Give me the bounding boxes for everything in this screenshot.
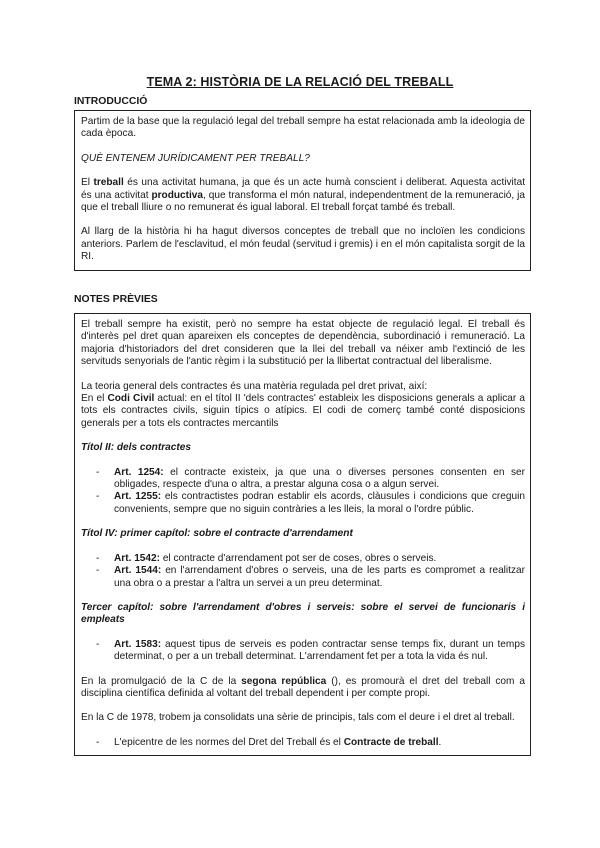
term-codi-civil: Codi Civil bbox=[107, 393, 155, 405]
term-segona-republica: segona república bbox=[241, 675, 327, 687]
term-productiva: productiva bbox=[151, 189, 204, 201]
list-item: - Art. 1544: en l'arrendament d'obres o serveis, una de les parts es compromet a realitzar una obra o a prestar a l'altra un servei a un preu determinat. bbox=[81, 565, 525, 590]
notes-paragraph-3: En la promulgació de la C de la segona república (), es promourà el dret del treball com a disciplina científica definida al voltant del treball dependent i per compte propi. bbox=[81, 675, 525, 699]
notes-heading: NOTES PRÈVIES bbox=[74, 294, 158, 305]
intro-paragraph-1: Partim de la base que la regulació legal del treball sempre ha estat relacionada amb la ideologia de cada època. bbox=[81, 116, 525, 140]
list-item: - Art. 1254: el contracte existeix, ja que una o diverses persones consenten en ser obligades, respecte d'una o altra, a prestar alguna cosa o a algun servei. bbox=[81, 467, 525, 492]
list-item: - L'epicentre de les normes del Dret del Treball és el Contracte de treball. bbox=[81, 737, 525, 749]
intro-box bbox=[74, 110, 531, 271]
notes-paragraph-2-intro: La teoria general dels contractes és una matèria regulada pel dret privat, així: bbox=[81, 380, 428, 392]
tercer-capitol-list bbox=[81, 639, 525, 664]
intro-heading: INTRODUCCIÓ bbox=[74, 96, 148, 107]
term-treball: treball bbox=[93, 177, 124, 189]
intro-paragraph-3: Al llarg de la història hi ha hagut diversos conceptes de treball que no incloïen les condicions anteriors. Parlem de l'esclavitud, el món feudal (servitud i gremis) i en el món capitalista sorgit de la RI. bbox=[81, 226, 526, 263]
titol-4-list bbox=[81, 553, 525, 590]
titol-2-list bbox=[81, 467, 525, 517]
notes-paragraph-1: El treball sempre ha existit, però no sempre ha estat objecte de regulació legal. El treball és d'interès pel dret quan apareixen els conceptes de dependència, subordinació i remuneració. La majoria d'historiadors del dret consideren que la llei del treball va néixer amb l'extinció de les servituds senyorials de l'antic règim i la substitució per la llibertat contractual del liberalisme. bbox=[81, 319, 525, 368]
page-title: TEMA 2: HISTÒRIA DE LA RELACIÓ DEL TREBALL bbox=[146, 75, 454, 89]
final-list bbox=[81, 737, 525, 749]
list-item: - Art. 1255: els contractistes podran establir els acords, clàusules i condicions que creguin convenients, sempre que no siguin contràries a les lleis, la moral o l'ordre públic. bbox=[81, 491, 525, 516]
tercer-capitol-heading: Tercer capítol: sobre l'arrendament d'obres i serveis: sobre el servei de funcionaris i empleats bbox=[81, 601, 525, 626]
list-item: - Art. 1542: el contracte d'arrendament pot ser de coses, obres o serveis. bbox=[81, 553, 525, 565]
notes-box bbox=[74, 313, 531, 756]
notes-paragraph-4: En la C de 1978, trobem ja consolidats una sèrie de principis, tals com el deure i el dret al treball. bbox=[81, 712, 515, 724]
list-item: - Art. 1583: aquest tipus de serveis es poden contractar sense temps fix, durant un temps determinat, o per a un treball determinat. L'arrendament fet per a tota la vida és nul. bbox=[81, 639, 525, 664]
notes-paragraph-2: En el Codi Civil actual: en el títol II 'dels contractes' estableix les disposicions generals a aplicar a tots els contractes civils, siguin típics o atípics. El codi de comerç també conté disposicions generals per a tots els contractes mercantils bbox=[81, 393, 526, 429]
titol-2-heading: Títol II: dels contractes bbox=[81, 442, 191, 454]
term-contracte-de-treball: Contracte de treball bbox=[343, 736, 439, 748]
intro-question: QUÈ ENTENEM JURÍDICAMENT PER TREBALL? bbox=[81, 152, 310, 164]
titol-4-heading: Títol IV: primer capítol: sobre el contracte d'arrendament bbox=[81, 528, 353, 540]
intro-paragraph-2: El treball és una activitat humana, ja que és un acte humà conscient i deliberat. Aquesta activitat és una activitat productiva, que transforma el món natural, independentment de la remuneració, ja que el treball lliure o no remunerat és igual laboral. El treball forçat també és treball. bbox=[81, 177, 526, 214]
